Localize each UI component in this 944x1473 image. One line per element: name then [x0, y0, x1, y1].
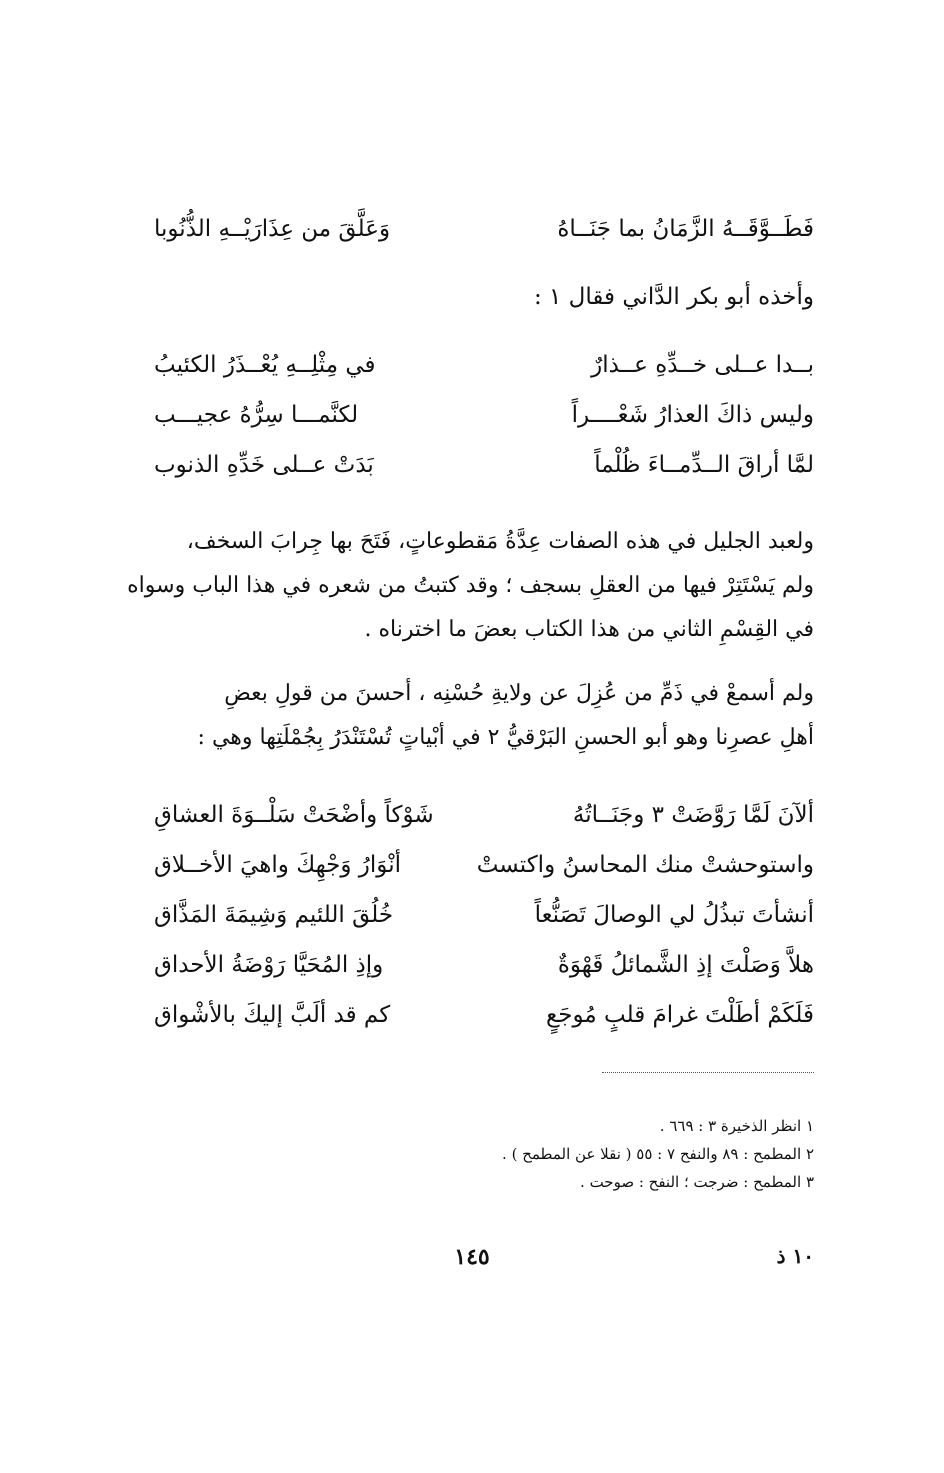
page-number: ١٤٥ — [454, 1244, 490, 1270]
verse-first-hemistich: أنشأتَ تبذُلُ لي الوصالَ تَصَنُّعاً — [534, 902, 814, 928]
poem2-verse — [154, 948, 814, 982]
paragraph-1 — [124, 520, 814, 652]
verse-second-hemistich: وَعَلَّقَ من عِذَارَيْــهِ الذُّنُوبا — [154, 216, 391, 242]
poem2-verse — [154, 798, 814, 832]
verse-first-hemistich: واستوحشتْ منك المحاسنُ واكتستْ — [476, 852, 814, 878]
verse-first-hemistich: هلاَّ وَصَلْتَ إذِ الشَّمائلُ قَهْوَةٌ — [557, 952, 814, 978]
verse-first-hemistich: وليس ذاكَ العذارُ شَعْــــراً — [571, 402, 814, 428]
verse-second-hemistich: وإذِ المُحَيَّا رَوْضَةُ الأحداق — [154, 952, 384, 978]
verse-second-hemistich: في مِثْلِــهِ يُعْــذَرُ الكئيبُ — [154, 352, 376, 378]
intro-line: وأخذه أبو بكر الدَّاني فقال ١ : — [533, 284, 814, 310]
poem2-verse — [154, 998, 814, 1032]
poem2-verse — [154, 898, 814, 932]
footnotes — [124, 1112, 814, 1196]
paragraph-line: ولم يَسْتَتِرْ فيها من العقلِ بسجف ؛ وقد كتبتُ من شعره في هذا الباب وسواه — [127, 573, 814, 598]
verse-first-hemistich: لمَّا أراقَ الــدِّمــاءَ ظُلْماً — [594, 452, 814, 478]
verse-first-hemistich: فَلَكَمْ أطَلْتَ غرامَ قلبٍ مُوجَعٍ — [546, 1002, 814, 1028]
footnote: ٢ المطمح : ٨٩ والنفح ٧ : ٥٥ ( نقلا عن المطمح ) . — [502, 1145, 814, 1163]
poem1-verse — [154, 348, 814, 382]
verse-second-hemistich: كم قد ألَبَّ إليكَ بالأشْواق — [154, 1002, 391, 1028]
verse-second-hemistich: لكنَّمـــا سِرُّهُ عجيـــب — [154, 402, 359, 428]
footnote: ١ انظر الذخيرة ٣ : ٦٦٩ . — [659, 1117, 814, 1135]
paragraph-line: أهلِ عصرِنا وهو أبو الحسنِ البَرْقيُّ ٢ في أبْياتٍ تُسْتَنْدَرُ بِجُمْلَتِها وهي : — [197, 725, 814, 750]
poem2-verse — [154, 848, 814, 882]
poem1-verse — [154, 398, 814, 432]
verse-first-hemistich: بــدا عــلى خــدِّهِ عــذارٌ — [591, 352, 814, 378]
verse-second-hemistich: أنْوَارُ وَجْهِكَ واهيَ الأخــلاق — [154, 852, 401, 878]
paragraph-line: في القِسْمِ الثاني من هذا الكتاب بعضَ ما اخترناه . — [364, 617, 814, 642]
paragraph-line: ولم أسمعْ في ذَمِّ من عُزِلَ عن ولايةِ حُسْنِه ، أحسنَ من قولِ بعضِ — [224, 681, 814, 706]
paragraph-2 — [124, 672, 814, 760]
verse-second-hemistich: خُلُقَ اللئيم وَشِيمَةَ المَذَّاق — [154, 902, 394, 928]
verse-first-hemistich: فَطَــوَّقَــهُ الزَّمَانُ بما جَنَــاهُ — [557, 216, 814, 242]
verse-second-hemistich: بَدَتْ عــلى خَدِّهِ الذنوب — [154, 452, 374, 478]
footnote-divider — [602, 1072, 814, 1073]
verse-second-hemistich: شَوْكاً وأضْحَتْ سَلْــوَةَ العشاقِ — [154, 802, 434, 828]
signature-mark: ١٠ ذ — [776, 1244, 814, 1268]
poem1-verse — [154, 448, 814, 482]
footnote: ٣ المطمح : ضرجت ؛ النفح : صوحت . — [580, 1173, 814, 1191]
paragraph-line: ولعبد الجليل في هذه الصفات عِدَّةُ مَقطوعاتٍ، فَتَحَ بها جِرابَ السخف، — [186, 529, 814, 554]
opening-verse — [154, 212, 814, 246]
verse-first-hemistich: ألآنَ لَمَّا رَوَّضَتْ ٣ وجَنَــاتُهُ — [572, 802, 814, 828]
